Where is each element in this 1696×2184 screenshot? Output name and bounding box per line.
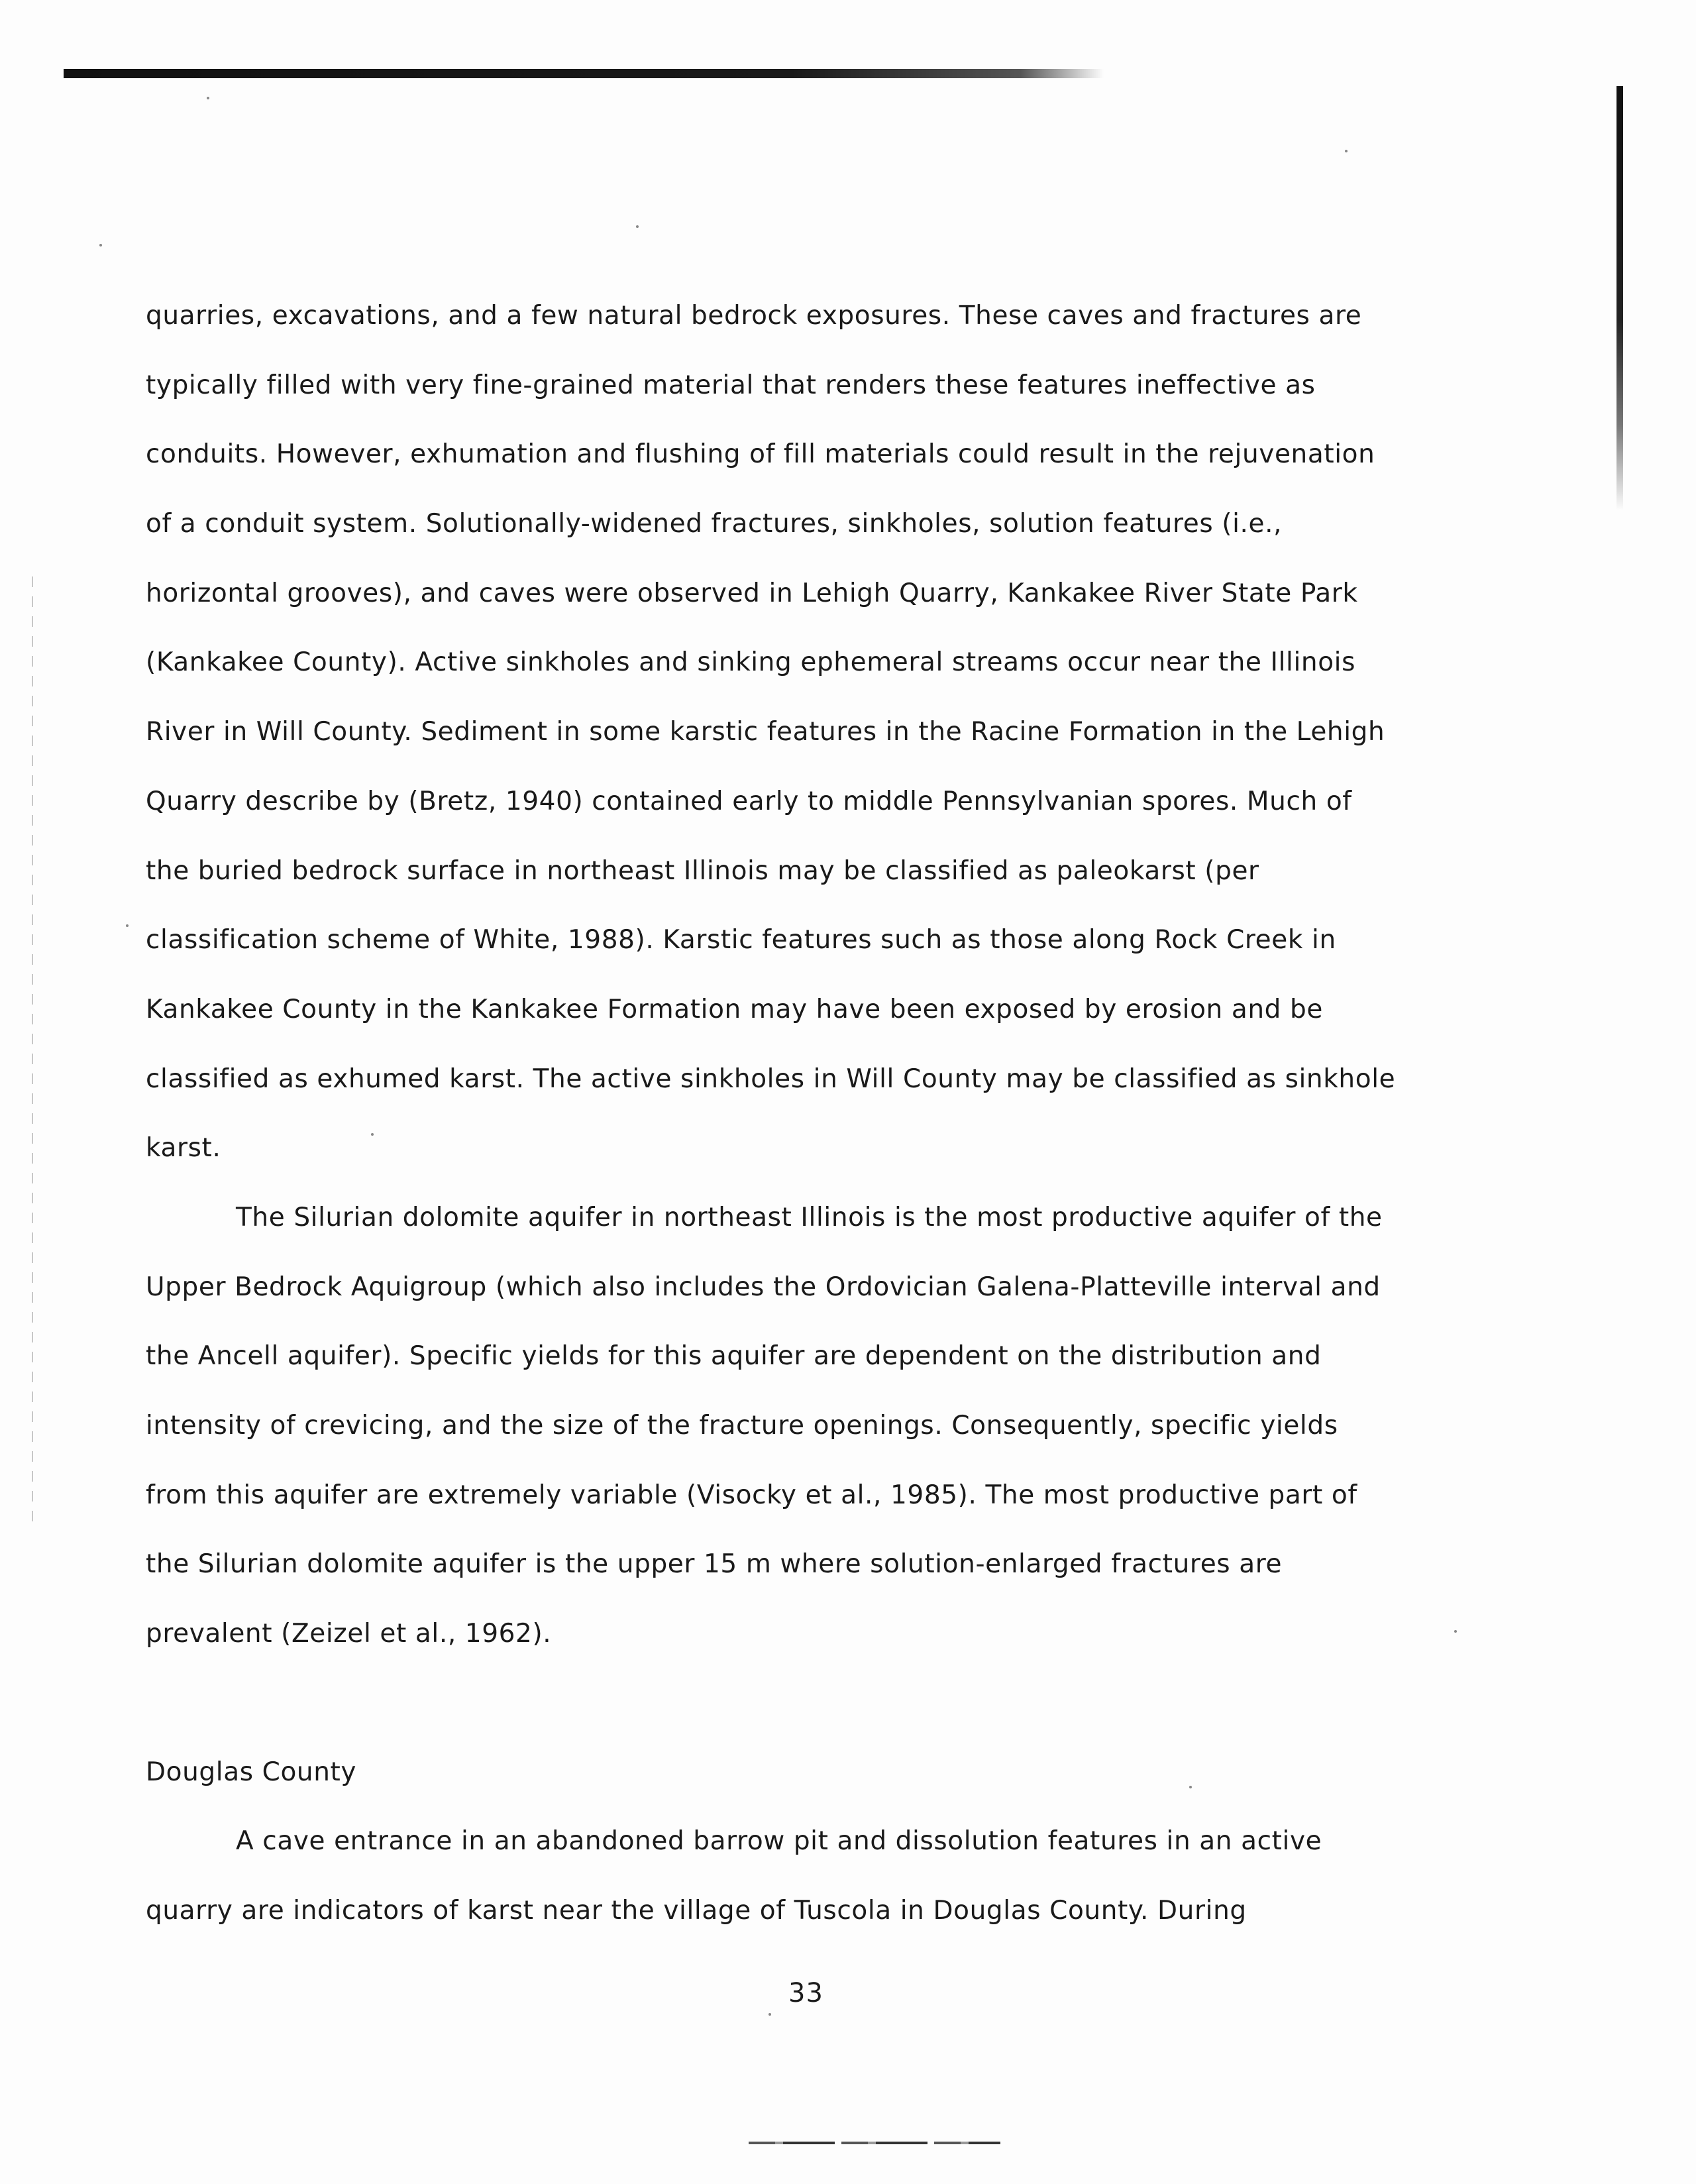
text-line: karst. bbox=[146, 1133, 221, 1164]
text-line: classification scheme of White, 1988). Karstic features such as those along Rock Creek in bbox=[146, 925, 1336, 956]
text-line: River in Will County. Sediment in some karstic features in the Racine Formation in the Lehigh bbox=[146, 717, 1385, 747]
text-line: classified as exhumed karst. The active sinkholes in Will County may be classified as sinkhole bbox=[146, 1064, 1396, 1094]
scan-speck bbox=[126, 924, 129, 927]
text-line: from this aquifer are extremely variable (Visocky et al., 1985). The most productive part of bbox=[146, 1480, 1357, 1510]
text-line: Upper Bedrock Aquigroup (which also includes the Ordovician Galena-Platteville interval and bbox=[146, 1272, 1381, 1302]
text-line: conduits. However, exhumation and flushing of fill materials could result in the rejuvenation bbox=[146, 439, 1375, 470]
text-line: the buried bedrock surface in northeast Illinois may be classified as paleokarst (per bbox=[146, 855, 1259, 886]
scan-right-edge-bar bbox=[1616, 86, 1623, 510]
scan-bottom-edge-bar bbox=[749, 2142, 1000, 2144]
text-line: Kankakee County in the Kankakee Formation may have been exposed by erosion and be bbox=[146, 994, 1323, 1024]
text-line: typically filled with very fine-grained material that renders these features ineffective as bbox=[146, 370, 1316, 400]
scan-speck bbox=[99, 244, 102, 246]
text-line: quarries, excavations, and a few natural bedrock exposures. These caves and fractures are bbox=[146, 301, 1362, 331]
section-heading: Douglas County bbox=[146, 1757, 357, 1787]
text-line: the Ancell aquifer). Specific yields for this aquifer are dependent on the distribution and bbox=[146, 1341, 1322, 1372]
text-line: (Kankakee County). Active sinkholes and sinking ephemeral streams occur near the Illinois bbox=[146, 647, 1356, 678]
paragraph-silurian-aquifer bbox=[146, 1183, 1471, 1669]
section-spacer bbox=[146, 1669, 1471, 1738]
paragraph-douglas-county bbox=[146, 1807, 1471, 1945]
scan-top-edge-bar bbox=[64, 69, 1104, 78]
document-body bbox=[146, 282, 1471, 1946]
text-line: the Silurian dolomite aquifer is the upper 15 m where solution-enlarged fractures are bbox=[146, 1549, 1283, 1580]
scan-left-edge-mark bbox=[32, 576, 33, 1531]
text-line: quarry are indicators of karst near the village of Tuscola in Douglas County. During bbox=[146, 1896, 1247, 1926]
scan-speck bbox=[1345, 150, 1348, 152]
scan-speck bbox=[768, 2013, 771, 2016]
text-line: of a conduit system. Solutionally-widened fractures, sinkholes, solution features (i.e., bbox=[146, 509, 1283, 539]
text-line: prevalent (Zeizel et al., 1962). bbox=[146, 1619, 552, 1649]
text-line: intensity of crevicing, and the size of the fracture openings. Consequently, specific yields bbox=[146, 1411, 1338, 1441]
paragraph-karst-features bbox=[146, 282, 1471, 1183]
scan-speck bbox=[636, 225, 639, 228]
text-line: A cave entrance in an abandoned barrow pit and dissolution features in an active bbox=[236, 1826, 1322, 1857]
text-line: Quarry describe by (Bretz, 1940) contained early to middle Pennsylvanian spores. Much of bbox=[146, 786, 1352, 816]
page-number: 33 bbox=[788, 1978, 823, 2008]
text-line: The Silurian dolomite aquifer in northeast Illinois is the most productive aquifer of the bbox=[236, 1202, 1383, 1232]
scan-speck bbox=[207, 97, 209, 99]
text-line: horizontal grooves), and caves were observed in Lehigh Quarry, Kankakee River State Park bbox=[146, 578, 1358, 608]
